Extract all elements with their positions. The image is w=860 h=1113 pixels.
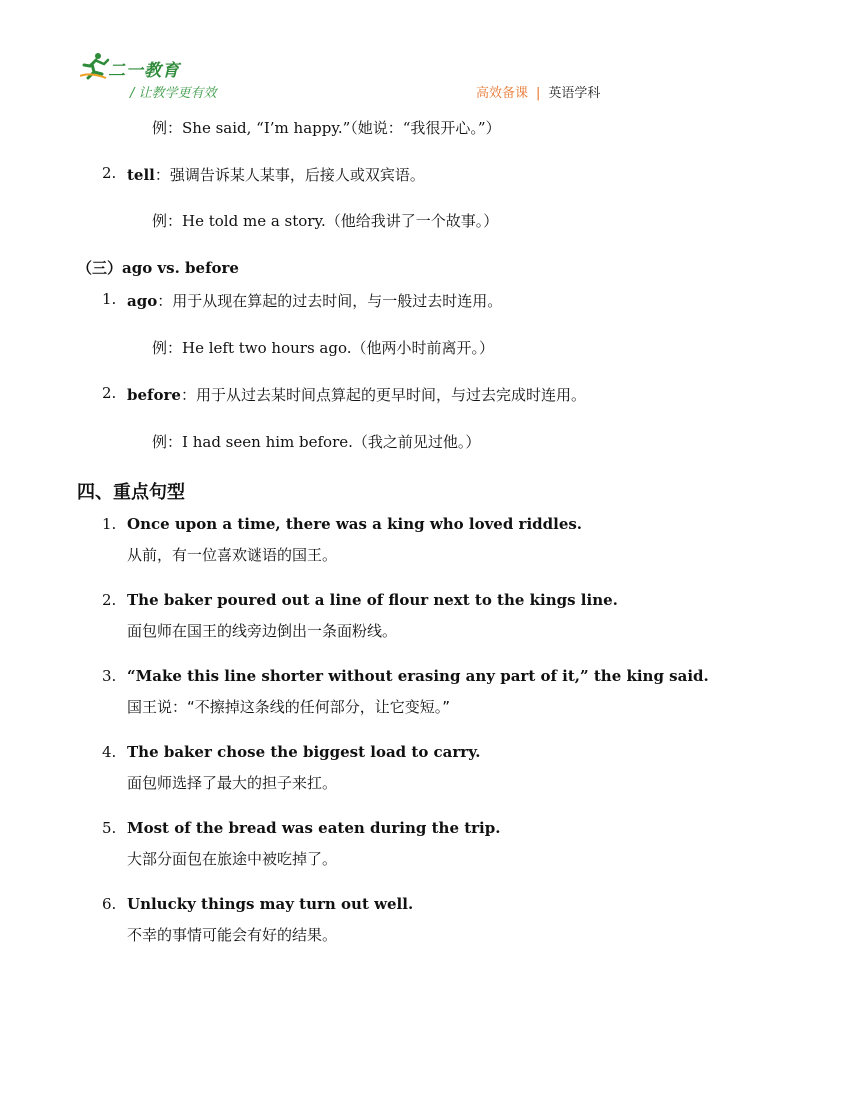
definition-tell (127, 164, 425, 185)
list-number: 5. (102, 819, 117, 837)
term-description: ：强调告诉某人某事，后接人或双宾语。 (154, 166, 425, 184)
sentence-chinese: 国王说：“不擦掉这条线的任何部分，让它变短。” (127, 698, 451, 716)
term-description: ：用于从过去某时间点算起的更早时间，与过去完成时连用。 (180, 386, 586, 404)
list-number: 1. (102, 515, 117, 533)
sentence-english: Most of the bread was eaten during the trip. (127, 819, 501, 837)
list-number: 1. (102, 290, 117, 308)
logo (80, 52, 210, 82)
example-said (152, 117, 501, 138)
sentence-english: “Make this line shorter without erasing any part of it,” the king said. (127, 667, 709, 685)
sentence-chinese: 面包师选择了最大的担子来扛。 (127, 774, 338, 792)
sentence-english: The baker chose the biggest load to carry. (127, 743, 481, 761)
example-text: He told me a story.（他给我讲了一个故事。） (182, 212, 499, 230)
example-label: 例： (152, 433, 183, 451)
example-label: 例： (152, 339, 183, 357)
header-separator: | (536, 86, 541, 101)
runner-logo-icon (80, 52, 110, 80)
list-number: 4. (102, 743, 117, 761)
list-number: 3. (102, 667, 117, 685)
sentence-english: The baker poured out a line of flour next to the kings line. (127, 591, 618, 609)
page-header (0, 0, 860, 110)
term: before (127, 386, 181, 404)
sentence-chinese: 从前，有一位喜欢谜语的国王。 (127, 546, 338, 564)
term-description: ：用于从现在算起的过去时间，与一般过去时连用。 (157, 292, 503, 310)
list-number: 2. (102, 591, 117, 609)
sentence-chinese: 面包师在国王的线旁边倒出一条面粉线。 (127, 622, 398, 640)
example-ago (152, 337, 494, 358)
sentence-english: Once upon a time, there was a king who loved riddles. (127, 515, 583, 533)
list-number: 6. (102, 895, 117, 913)
section-title: 四、重点句型 (77, 482, 185, 503)
subsection-title: （三）ago vs. before (77, 259, 239, 277)
term: ago (127, 292, 158, 310)
definition-ago (127, 290, 502, 311)
example-tell (152, 210, 498, 231)
header-label-subject: 英语学科 (548, 86, 601, 101)
example-text: He left two hours ago.（他两小时前离开。） (182, 339, 494, 357)
example-before (152, 431, 480, 452)
header-label-prep: 高效备课 (476, 86, 529, 101)
header-subject (476, 82, 600, 101)
example-label: 例： (152, 119, 183, 137)
sentence-chinese: 不幸的事情可能会有好的结果。 (127, 926, 338, 944)
list-number: 2. (102, 164, 117, 182)
logo-text: 二一教育 (108, 61, 180, 81)
list-number: 2. (102, 384, 117, 402)
example-text: She said, “I’m happy.”（她说：“我很开心。”） (182, 119, 501, 137)
example-text: I had seen him before.（我之前见过他。） (182, 433, 481, 451)
sentence-english: Unlucky things may turn out well. (127, 895, 414, 913)
slogan: / 让教学更有效 (130, 86, 217, 101)
example-label: 例： (152, 212, 183, 230)
definition-before (127, 384, 586, 405)
term: tell (127, 166, 155, 184)
sentence-chinese: 大部分面包在旅途中被吃掉了。 (127, 850, 338, 868)
